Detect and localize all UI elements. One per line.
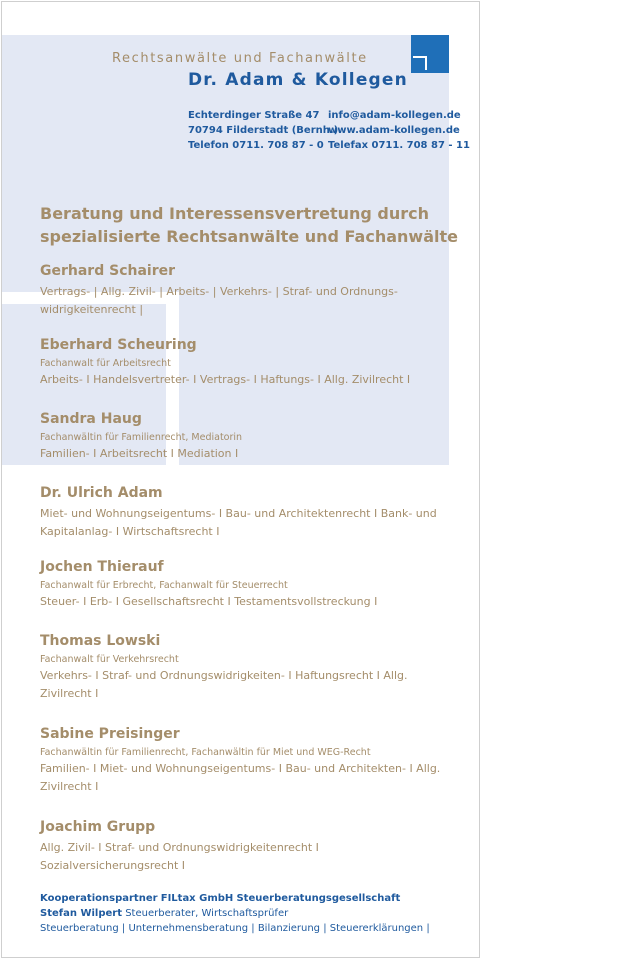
lawyer-name: Sandra Haug [40, 411, 142, 427]
footer-partner-line [40, 891, 430, 906]
lawyer-entry [40, 262, 460, 319]
partner-person-role: Steuerberater, Wirtschaftsprüfer [125, 908, 289, 919]
website-link[interactable]: www.adam-kollegen.de [328, 125, 460, 136]
lawyer-entry [40, 725, 460, 796]
footer-person-line [40, 906, 430, 921]
partner-label: Kooperationspartner [40, 893, 158, 904]
lawyer-title: Fachanwalt für Verkehrsrecht [40, 654, 179, 665]
lawyer-areas: Arbeits- I Handelsvertreter- I Vertrags- I Haftungs- I Allg. Zivilrecht I [40, 373, 411, 386]
partner-type: Steuerberatungsgesellschaft [236, 893, 401, 904]
lawyer-entry [40, 558, 460, 611]
header-band [2, 35, 449, 465]
lawyer-areas: Vertrags- | Allg. Zivil- | Arbeits- | Verkehrs- | Straf- und Ordnungs-widrigkeitenrecht | [40, 285, 398, 316]
lawyer-name: Jochen Thierauf [40, 559, 164, 575]
address-block [188, 108, 338, 153]
lawyer-title: Fachanwalt für Erbrecht, Fachanwalt für Steuerrecht [40, 580, 288, 591]
service-item: Steuerberatung [40, 923, 119, 934]
service-item: Steuererklärungen [329, 923, 424, 934]
lawyer-entry [40, 632, 460, 703]
lawyer-areas: Miet- und Wohnungseigentums- I Bau- und Architektenrecht I Bank- und Kapitalanlag- I Wirtschaftsrecht I [40, 507, 437, 538]
footer-services-line: Steuerberatung | Unternehmensberatung | Bilanzierung | Steuererklärungen | [40, 923, 430, 934]
lawyer-entry [40, 410, 460, 463]
lawyer-areas: Verkehrs- I Straf- und Ordnungswidrigkeiten- I Haftungsrecht I Allg. Zivilrecht I [40, 669, 408, 700]
lawyer-name: Sabine Preisinger [40, 726, 180, 742]
fax-number: Telefax 0711. 708 87 - 11 [328, 140, 470, 151]
contact-block [328, 108, 470, 153]
page-frame [1, 1, 480, 958]
page-headline: Beratung und Interessensvertretung durch spezialisierte Rechtsanwälte und Fachanwälte [40, 204, 458, 246]
partner-name: FILtax GmbH [160, 893, 234, 904]
lawyer-entry [40, 336, 460, 389]
lawyer-entry [40, 818, 460, 875]
lawyer-name: Thomas Lowski [40, 633, 161, 649]
lawyer-title: Fachanwältin für Familienrecht, Fachanwältin für Miet und WEG-Recht [40, 747, 371, 758]
footer [40, 891, 430, 936]
lawyer-name: Joachim Grupp [40, 819, 156, 835]
address-city: 70794 Filderstadt (Bernh.) [188, 125, 339, 136]
lawyer-name: Eberhard Scheuring [40, 337, 197, 353]
lawyer-areas: Allg. Zivil- I Straf- und Ordnungswidrigkeitenrecht I Sozialversicherungsrecht I [40, 841, 319, 872]
firm-name: Dr. Adam & Kollegen [188, 70, 408, 90]
lawyer-title: Fachanwältin für Familienrecht, Mediatorin [40, 432, 243, 443]
lawyer-title: Fachanwalt für Arbeitsrecht [40, 358, 171, 369]
lawyer-entry [40, 484, 460, 541]
phone-number: Telefon 0711. 708 87 - 0 [188, 140, 324, 151]
lawyer-areas: Steuer- I Erb- I Gesellschaftsrecht I Testamentsvollstreckung I [40, 595, 378, 608]
lawyer-areas: Familien- I Miet- und Wohnungseigentums- I Bau- und Architekten- I Allg. Zivilrecht I [40, 762, 441, 793]
logo-notch-inner [413, 58, 425, 70]
lawyer-name: Dr. Ulrich Adam [40, 485, 163, 501]
address-street: Echterdinger Straße 47 [188, 110, 320, 121]
email-link[interactable]: info@adam-kollegen.de [328, 110, 461, 121]
lawyer-areas: Familien- I Arbeitsrecht I Mediation I [40, 447, 239, 460]
service-item: Bilanzierung [257, 923, 321, 934]
service-item: Unternehmensberatung [128, 923, 249, 934]
lawyer-name: Gerhard Schairer [40, 263, 176, 279]
partner-person: Stefan Wilpert [40, 908, 123, 919]
firm-tagline: Rechtsanwälte und Fachanwälte [112, 51, 368, 66]
